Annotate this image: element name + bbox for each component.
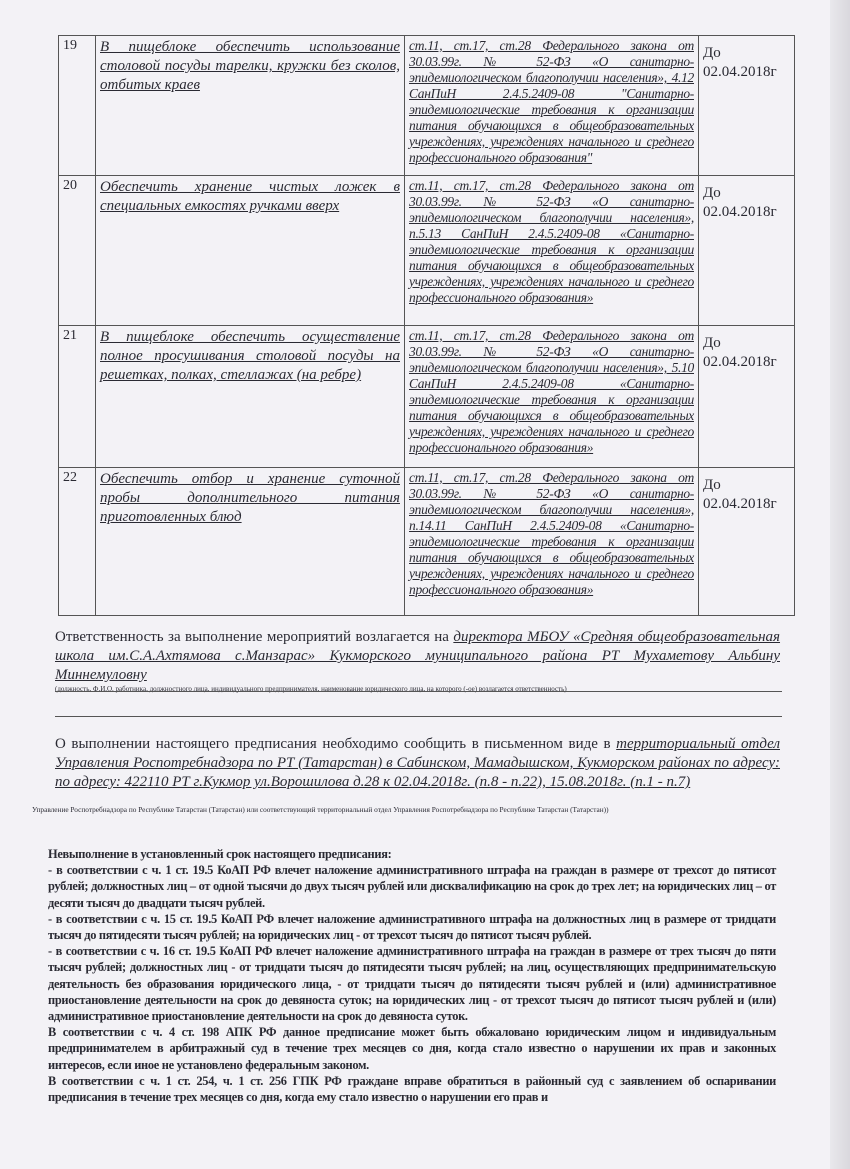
responsibility-paragraph (55, 628, 780, 694)
row-number: 22 (59, 468, 96, 616)
row-number: 21 (59, 326, 96, 468)
legal-basis: ст.11, ст.17, ст.28 Федерального закона от 30.03.99г. № 52-ФЗ «О санитарно-эпидемиологическом благополучии населения», п.5.13 СанПиН 2.4.5.2409-08 «Санитарно-эпидемиологические требования к организации питания обучающихся в общеобразовательных учреждениях, учреждениях начального и среднего профессионального образования» (405, 176, 699, 326)
measure-description: Обеспечить хранение чистых ложек в специальных емкостях ручками вверх (96, 176, 405, 326)
table-row (59, 36, 795, 176)
responsibility-lead: Ответственность за выполнение мероприятий возлагается на (55, 629, 454, 645)
law-paragraph: В соответствии с ч. 4 ст. 198 АПК РФ данное предписание может быть обжаловано юридическим лицом и индивидуальным предпринимателем в арбитражный суд в течение трех месяцев со дня, когда стало известно о нарушении их прав и законных интересов, если иное не установлено федеральным законом. (48, 1025, 776, 1072)
measure-description: Обеспечить отбор и хранение суточной пробы дополнительного питания приготовленных блюд (96, 468, 405, 616)
measure-description: В пищеблоке обеспечить использование столовой посуды тарелки, кружки без сколов, отбитых краев (96, 36, 405, 176)
legal-basis: ст.11, ст.17, ст.28 Федерального закона от 30.03.99г. № 52-ФЗ «О санитарно-эпидемиологическом благополучии населения», 4.12 СанПиН 2.4.5.2409-08 "Санитарно-эпидемиологические требования к организации питания обучающихся в общеобразовательных учреждениях, учреждениях начального и среднего профессионального образования" (405, 36, 699, 176)
legal-basis: ст.11, ст.17, ст.28 Федерального закона от 30.03.99г. № 52-ФЗ «О санитарно-эпидемиологическом благополучии населения», 5.10 СанПиН 2.4.5.2409-08 «Санитарно-эпидемиологические требования к организации питания обучающихся в общеобразовательных учреждениях, учреждениях начального и среднего профессионального образования» (405, 326, 699, 468)
row-number: 19 (59, 36, 96, 176)
measures-table (58, 35, 795, 616)
responsible-person: директора МБОУ «Средняя общеобразовательная школа им.С.А.Ахтямова с.Манзарас» Кукморского муниципального района РТ Мухаметову Альбину Миннемуловну (55, 629, 781, 683)
notification-paragraph (55, 735, 780, 792)
deadline: До 02.04.2018г (699, 468, 795, 616)
law-paragraph: - в соответствии с ч. 15 ст. 19.5 КоАП РФ влечет наложение административного штрафа на должностных лиц в размере от тридцати тысяч до пятидесяти тысяч рублей; на юридических лиц - от трехсот тысяч до пятисот тысяч рублей. (48, 911, 776, 943)
notification-target: территориальный отдел Управления Роспотребнадзора по РТ (Татарстан) в Сабинском, Мамадышском, Кукморском районах по адресу: по адресу: 422110 РТ г.Кукмор ул.Ворошилова д.28 к 02.04.2018г. (п.8 - п.22), 15.08.2018г. (п.1 - п.7) (55, 736, 780, 790)
law-paragraph: В соответствии с ч. 1 ст. 254, ч. 1 ст. 256 ГПК РФ граждане вправе обратиться в районный суд с заявлением об оспаривании предписания в течение трех месяцев со дня, когда ему стало известно о нарушении его прав и (48, 1073, 776, 1105)
table-row (59, 468, 795, 616)
deadline: До 02.04.2018г (699, 176, 795, 326)
legal-consequences (48, 846, 776, 1105)
page-edge (830, 0, 850, 1169)
responsibility-caption: (должность, Ф.И.О. работника, должностного лица, индивидуального предпринимателя, наименование юридического лица, на которого (-ое) возлагается ответственность) (55, 685, 567, 693)
law-paragraph: - в соответствии с ч. 1 ст. 19.5 КоАП РФ влечет наложение административного штрафа на граждан в размере от трехсот до пятисот рублей; должностных лиц – от одной тысячи до двух тысяч рублей или дисквалификацию на срок до трех лет; на юридических лиц – от десяти тысяч до двадцати тысяч рублей. (48, 863, 776, 910)
measure-description: В пищеблоке обеспечить осуществление полное просушивания столовой посуды на решетках, полках, стеллажах (на ребре) (96, 326, 405, 468)
notification-caption: Управление Роспотребнадзора по Республике Татарстан (Татарстан) или соответствующий территориальный отдел Управления Роспотребнадзора по Республике Татарстан (Татарстан)) (32, 805, 609, 814)
law-paragraph: - в соответствии с ч. 16 ст. 19.5 КоАП РФ влечет наложение административного штрафа на граждан в размере от трех тысяч до пяти тысяч рублей; должностных лиц - от тридцати тысяч до пятидесяти тысяч рублей; на лиц, осуществляющих предпринимательскую деятельность без образования юридического лица, - от тридцати тысяч до пятидесяти тысяч рублей и (или) административное приостановление деятельности на срок до девяноста суток; на юридических лиц - от трехсот тысяч до пятисот тысяч рублей и (или) административное приостановление деятельности на срок до девяноста суток. (48, 944, 776, 1024)
law-heading: Невыполнение в установленный срок настоящего предписания: (48, 847, 392, 861)
table-row (59, 326, 795, 468)
divider (55, 716, 782, 717)
table-row (59, 176, 795, 326)
deadline: До 02.04.2018г (699, 36, 795, 176)
divider (55, 691, 782, 692)
deadline: До 02.04.2018г (699, 326, 795, 468)
row-number: 20 (59, 176, 96, 326)
legal-basis: ст.11, ст.17, ст.28 Федерального закона от 30.03.99г. № 52-ФЗ «О санитарно-эпидемиологическом благополучии населения», п.14.11 СанПиН 2.4.5.2409-08 «Санитарно-эпидемиологические требования к организации питания обучающихся в общеобразовательных учреждениях, учреждениях начального и среднего профессионального образования» (405, 468, 699, 616)
notification-lead: О выполнении настоящего предписания необходимо сообщить в письменном виде в (55, 736, 617, 752)
